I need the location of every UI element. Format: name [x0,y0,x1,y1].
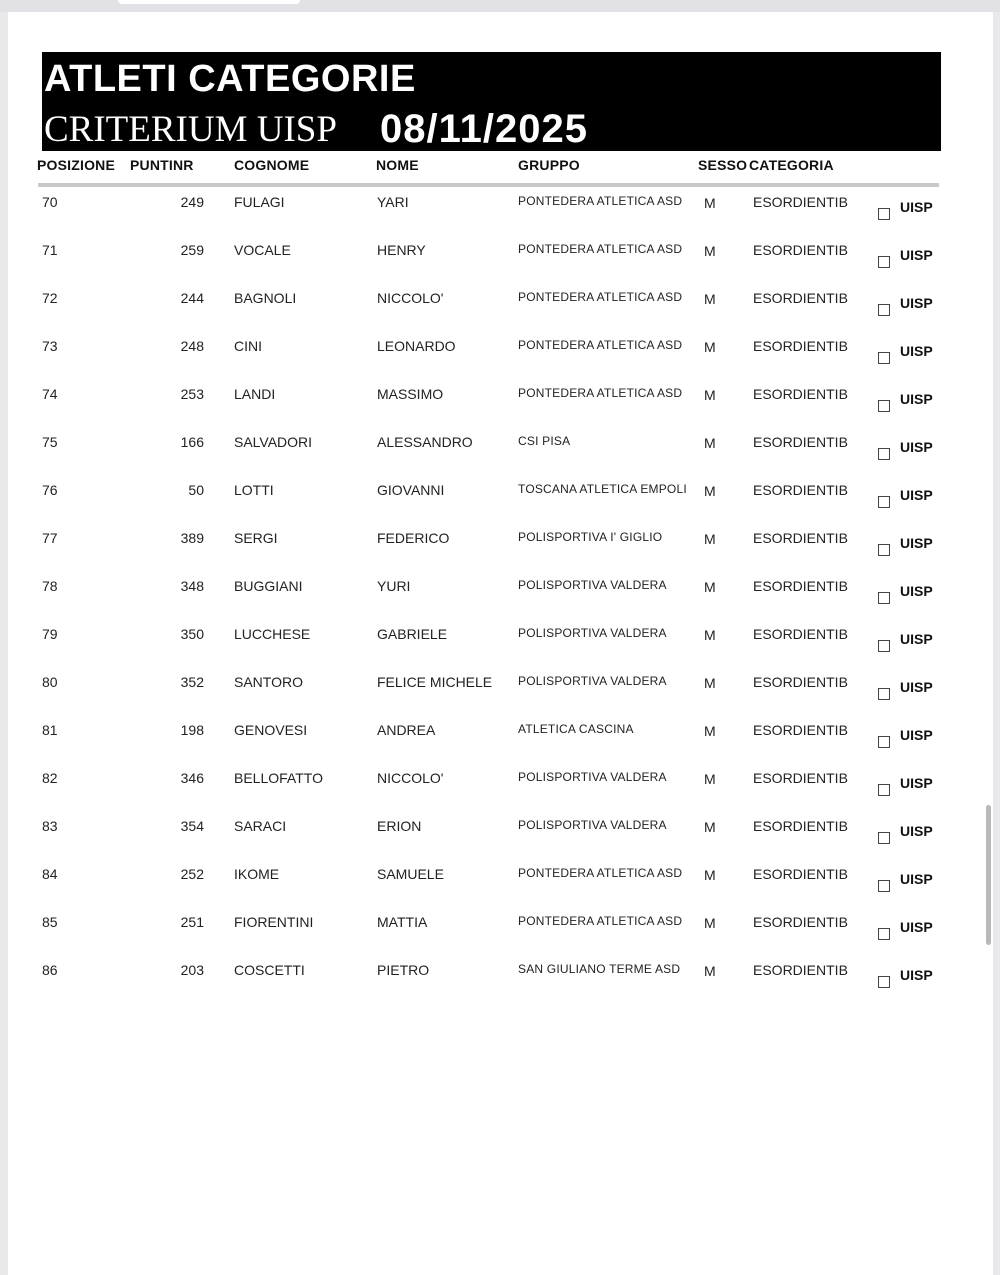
cell-sesso: M [704,195,716,211]
cell-pettorale: 203 [180,962,204,978]
cell-cognome: LOTTI [234,482,274,498]
cell-organizzazione: UISP [900,919,933,935]
header-nome: NOME [376,157,419,173]
row-checkbox[interactable] [878,832,890,844]
header-sesso: SESSO [698,157,748,173]
cell-categoria: ESORDIENTIB [753,194,848,210]
cell-nome: ANDREA [377,722,436,738]
cell-gruppo: TOSCANA ATLETICA EMPOLI [518,482,687,496]
row-checkbox[interactable] [878,976,890,988]
document-page [8,12,993,1275]
cell-categoria: ESORDIENTIB [753,626,848,642]
cell-categoria: ESORDIENTIB [753,482,848,498]
cell-nome: GIOVANNI [377,482,445,498]
cell-nome: PIETRO [377,962,430,978]
cell-cognome: BUGGIANI [234,578,303,594]
cell-sesso: M [704,771,716,787]
cell-gruppo: PONTEDERA ATLETICA ASD [518,194,683,208]
cell-gruppo: CSI PISA [518,434,571,448]
table-row [8,338,993,386]
cell-organizzazione: UISP [900,823,933,839]
cell-cognome: COSCETTI [234,962,305,978]
cell-cognome: SALVADORI [234,434,313,450]
cell-posizione: 72 [42,290,58,306]
cell-gruppo: PONTEDERA ATLETICA ASD [518,914,683,928]
cell-nome: MASSIMO [377,386,444,402]
cell-cognome: LANDI [234,386,276,402]
cell-nome: YARI [377,194,409,210]
header-pettorale: PUNTINR [130,157,194,173]
row-checkbox[interactable] [878,928,890,940]
cell-gruppo: PONTEDERA ATLETICA ASD [518,242,683,256]
cell-sesso: M [704,675,716,691]
table-row [8,722,993,770]
viewer-top-bar [0,0,1000,12]
cell-categoria: ESORDIENTIB [753,242,848,258]
cell-gruppo: POLISPORTIVA VALDERA [518,770,667,784]
cell-pettorale: 248 [180,338,204,354]
cell-nome: NICCOLO' [377,770,444,786]
cell-posizione: 80 [42,674,58,690]
cell-organizzazione: UISP [900,535,933,551]
cell-categoria: ESORDIENTIB [753,290,848,306]
cell-sesso: M [704,339,716,355]
cell-organizzazione: UISP [900,583,933,599]
table-row [8,674,993,722]
cell-pettorale: 348 [180,578,204,594]
row-checkbox[interactable] [878,592,890,604]
cell-gruppo: POLISPORTIVA VALDERA [518,818,667,832]
cell-sesso: M [704,531,716,547]
cell-nome: ERION [377,818,422,834]
table-row [8,242,993,290]
cell-categoria: ESORDIENTIB [753,530,848,546]
cell-cognome: VOCALE [234,242,291,258]
cell-organizzazione: UISP [900,775,933,791]
row-checkbox[interactable] [878,496,890,508]
cell-nome: YURI [377,578,411,594]
cell-gruppo: PONTEDERA ATLETICA ASD [518,290,683,304]
cell-sesso: M [704,435,716,451]
cell-posizione: 79 [42,626,58,642]
cell-cognome: BAGNOLI [234,290,297,306]
cell-cognome: SERGI [234,530,278,546]
cell-organizzazione: UISP [900,295,933,311]
cell-pettorale: 350 [180,626,204,642]
table-row [8,578,993,626]
cell-gruppo: POLISPORTIVA VALDERA [518,626,667,640]
cell-nome: FELICE MICHELE [377,674,493,690]
cell-sesso: M [704,291,716,307]
cell-pettorale: 253 [180,386,204,402]
table-row [8,482,993,530]
cell-posizione: 82 [42,770,58,786]
cell-gruppo: ATLETICA CASCINA [518,722,634,736]
table-row [8,626,993,674]
cell-gruppo: PONTEDERA ATLETICA ASD [518,338,683,352]
cell-cognome: FULAGI [234,194,285,210]
cell-organizzazione: UISP [900,199,933,215]
header-posizione: POSIZIONE [37,157,116,173]
cell-posizione: 85 [42,914,58,930]
table-row [8,290,993,338]
row-checkbox[interactable] [878,448,890,460]
row-checkbox[interactable] [878,352,890,364]
row-checkbox[interactable] [878,400,890,412]
cell-pettorale: 251 [180,914,204,930]
cell-pettorale: 198 [180,722,204,738]
cell-posizione: 75 [42,434,58,450]
cell-organizzazione: UISP [900,727,933,743]
cell-cognome: BELLOFATTO [234,770,323,786]
cell-cognome: FIORENTINI [234,914,314,930]
cell-posizione: 73 [42,338,58,354]
scrollbar-thumb[interactable] [986,805,991,945]
cell-sesso: M [704,963,716,979]
cell-cognome: IKOME [234,866,280,882]
cell-categoria: ESORDIENTIB [753,914,848,930]
cell-organizzazione: UISP [900,439,933,455]
cell-gruppo: PONTEDERA ATLETICA ASD [518,386,683,400]
table-row [8,914,993,962]
banner-subtitle: CRITERIUM UISP [44,109,337,150]
cell-posizione: 77 [42,530,58,546]
cell-posizione: 70 [42,194,58,210]
cell-organizzazione: UISP [900,967,933,983]
cell-pettorale: 259 [180,242,204,258]
header-categoria: CATEGORIA [749,157,834,173]
cell-categoria: ESORDIENTIB [753,578,848,594]
cell-gruppo: POLISPORTIVA VALDERA [518,674,667,688]
banner-date: 08/11/2025 [380,107,588,151]
row-checkbox[interactable] [878,880,890,892]
header-cognome: COGNOME [234,157,310,173]
cell-gruppo: POLISPORTIVA VALDERA [518,578,667,592]
cell-posizione: 71 [42,242,58,258]
cell-categoria: ESORDIENTIB [753,674,848,690]
row-checkbox[interactable] [878,304,890,316]
row-checkbox[interactable] [878,736,890,748]
cell-organizzazione: UISP [900,343,933,359]
table-row [8,770,993,818]
cell-posizione: 86 [42,962,58,978]
cell-nome: SAMUELE [377,866,444,882]
cell-pettorale: 354 [180,818,204,834]
table-row [8,866,993,914]
cell-sesso: M [704,723,716,739]
cell-organizzazione: UISP [900,631,933,647]
cell-cognome: SANTORO [234,674,303,690]
cell-cognome: GENOVESI [234,722,308,738]
row-checkbox[interactable] [878,688,890,700]
row-checkbox[interactable] [878,256,890,268]
cell-sesso: M [704,915,716,931]
cell-organizzazione: UISP [900,247,933,263]
cell-sesso: M [704,243,716,259]
cell-sesso: M [704,819,716,835]
cell-sesso: M [704,579,716,595]
cell-posizione: 76 [42,482,58,498]
cell-nome: GABRIELE [377,626,448,642]
cell-pettorale: 249 [180,194,204,210]
table-row [8,386,993,434]
banner-title: ATLETI CATEGORIE [44,58,416,100]
cell-pettorale: 166 [180,434,204,450]
cell-posizione: 84 [42,866,58,882]
cell-nome: HENRY [377,242,426,258]
cell-cognome: LUCCHESE [234,626,311,642]
cell-posizione: 74 [42,386,58,402]
cell-categoria: ESORDIENTIB [753,386,848,402]
cell-pettorale: 252 [180,866,204,882]
cell-nome: MATTIA [377,914,428,930]
cell-pettorale: 50 [188,482,204,498]
header-gruppo: GRUPPO [518,157,580,173]
cell-sesso: M [704,867,716,883]
cell-nome: LEONARDO [377,338,456,354]
cell-gruppo: SAN GIULIANO TERME ASD [518,962,681,976]
cell-categoria: ESORDIENTIB [753,866,848,882]
cell-sesso: M [704,483,716,499]
cell-categoria: ESORDIENTIB [753,338,848,354]
cell-nome: ALESSANDRO [377,434,473,450]
cell-pettorale: 389 [180,530,204,546]
row-checkbox[interactable] [878,208,890,220]
cell-nome: FEDERICO [377,530,450,546]
cell-nome: NICCOLO' [377,290,444,306]
cell-organizzazione: UISP [900,679,933,695]
table-row [8,434,993,482]
cell-cognome: CINI [234,338,262,354]
cell-organizzazione: UISP [900,487,933,503]
cell-categoria: ESORDIENTIB [753,818,848,834]
cell-sesso: M [704,387,716,403]
cell-categoria: ESORDIENTIB [753,434,848,450]
cell-pettorale: 244 [180,290,204,306]
cell-categoria: ESORDIENTIB [753,722,848,738]
cell-gruppo: POLISPORTIVA I' GIGLIO [518,530,663,544]
cell-posizione: 78 [42,578,58,594]
table-row [8,818,993,866]
cell-posizione: 83 [42,818,58,834]
cell-pettorale: 346 [180,770,204,786]
cell-categoria: ESORDIENTIB [753,770,848,786]
row-checkbox[interactable] [878,544,890,556]
cell-pettorale: 352 [180,674,204,690]
cell-categoria: ESORDIENTIB [753,962,848,978]
table-row [8,194,993,242]
cell-organizzazione: UISP [900,391,933,407]
row-checkbox[interactable] [878,640,890,652]
cell-gruppo: PONTEDERA ATLETICA ASD [518,866,683,880]
cell-sesso: M [704,627,716,643]
row-checkbox[interactable] [878,784,890,796]
cell-posizione: 81 [42,722,58,738]
table-row [8,530,993,578]
header-divider [38,183,939,187]
cell-cognome: SARACI [234,818,287,834]
cell-organizzazione: UISP [900,871,933,887]
title-banner [42,52,941,151]
viewer-tab[interactable] [118,0,300,4]
table-row [8,962,993,1010]
